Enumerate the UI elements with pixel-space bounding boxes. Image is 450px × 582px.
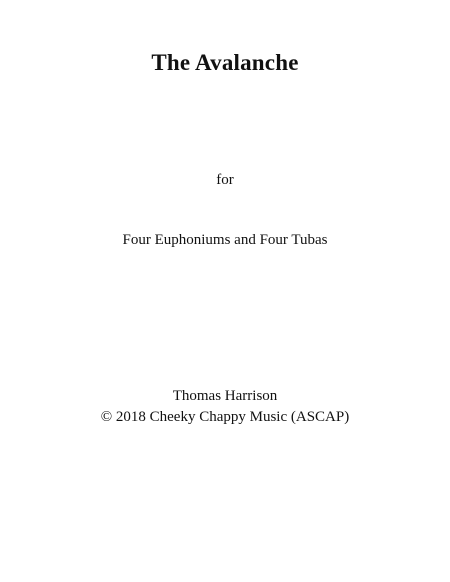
- instrumentation: Four Euphoniums and Four Tubas: [122, 232, 328, 248]
- composer-name: Thomas Harrison: [172, 388, 278, 404]
- for-label: for: [216, 172, 234, 188]
- copyright-notice: © 2018 Cheeky Chappy Music (ASCAP): [100, 409, 350, 425]
- score-title: The Avalanche: [151, 50, 299, 75]
